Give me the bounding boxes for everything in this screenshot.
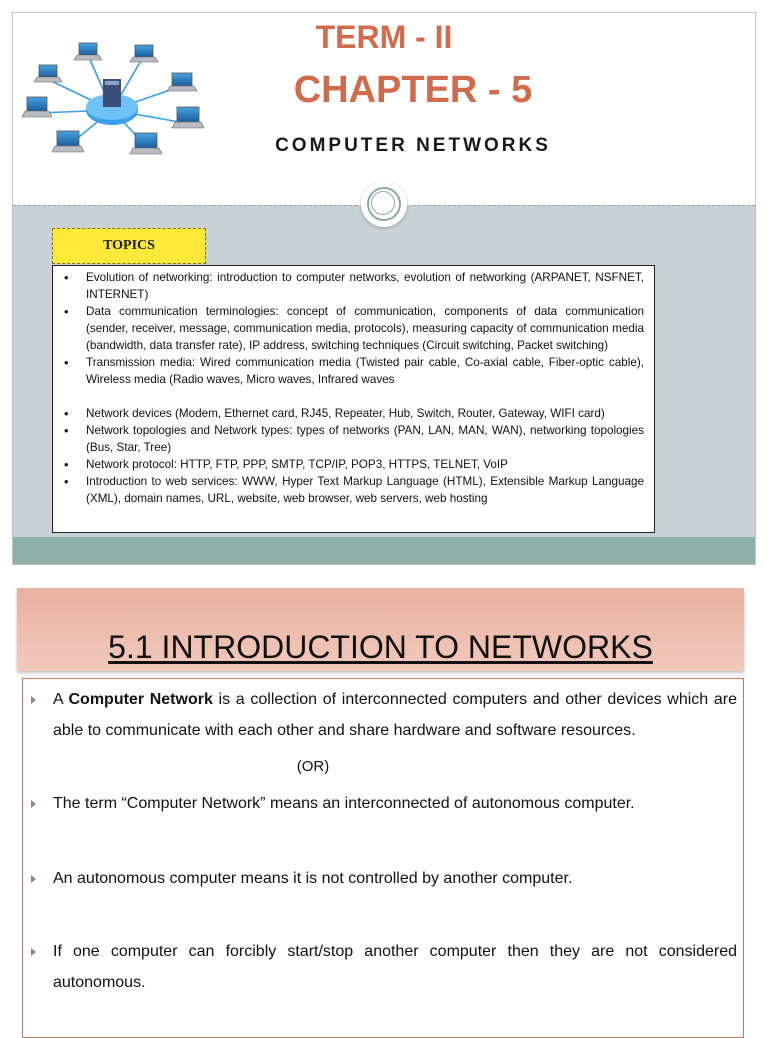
divider-right xyxy=(413,205,755,206)
circle-ornament-icon xyxy=(361,181,407,227)
triangle-bullet-icon xyxy=(31,948,36,956)
or-separator: (OR) xyxy=(296,758,330,775)
point-text: is a collection of interconnected computers and other devices which are able to communicate with each other and share hardware and software resources. xyxy=(53,691,738,739)
triangle-bullet-icon xyxy=(31,875,36,883)
topic-item: • Network protocol: HTTP, FTP, PPP, SMTP, TCP/IP, POP3, HTTPS, TELNET, VoIP xyxy=(63,456,644,473)
topic-item: • Evolution of networking: introduction to computer networks, evolution of networking (ARPANET, NSFNET, INTERNET) xyxy=(63,269,644,303)
topic-item: • Transmission media: Wired communication media (Twisted pair cable, Co-axial cable, Fiber-optic cable), Wireless media (Radio waves, Micro waves, Infrared waves xyxy=(63,354,644,388)
topics-list-box xyxy=(52,265,655,533)
topics-label: TOPICS xyxy=(52,228,206,264)
definition-point xyxy=(53,684,737,746)
slide-footer-band xyxy=(13,537,755,564)
divider-left xyxy=(13,205,357,206)
triangle-bullet-icon xyxy=(31,800,36,808)
triangle-bullet-icon xyxy=(31,696,36,704)
term-heading: TERM - II xyxy=(315,19,453,55)
term-point: The term “Computer Network” means an interconnected of autonomous computer. xyxy=(53,795,635,812)
topic-item: • Network devices (Modem, Ethernet card, RJ45, Repeater, Hub, Switch, Router, Gateway, WIFI card) xyxy=(63,405,644,422)
chapter-title-slide xyxy=(12,12,756,565)
topic-item: • Data communication terminologies: concept of communication, components of data communication (sender, receiver, message, communication media, protocols), measuring capacity of communication media (bandwidth, data transfer rate), IP address, switching techniques (Circuit switching, Packet switching) xyxy=(63,303,644,354)
autonomous-point: An autonomous computer means it is not controlled by another computer. xyxy=(53,870,573,887)
topic-item: • Introduction to web services: WWW, Hyper Text Markup Language (HTML), Extensible Markup Language (XML), domain names, URL, website, web browser, web servers, web hosting xyxy=(63,473,644,507)
section-title-banner xyxy=(17,588,744,671)
point-bold-term: Computer Network xyxy=(68,691,213,708)
chapter-subtitle: COMPUTER NETWORKS xyxy=(275,135,551,156)
chapter-heading: CHAPTER - 5 xyxy=(293,69,533,111)
topic-item: • Network topologies and Network types: types of networks (PAN, LAN, MAN, WAN), networking topologies (Bus, Star, Tree) xyxy=(63,422,644,456)
forcibly-point: If one computer can forcibly start/stop another computer then they are not considered autonomous. xyxy=(53,943,737,991)
section-content-box xyxy=(22,678,744,1038)
point-prefix: A xyxy=(53,691,69,708)
section-title: 5.1 INTRODUCTION TO NETWORKS xyxy=(108,629,653,665)
